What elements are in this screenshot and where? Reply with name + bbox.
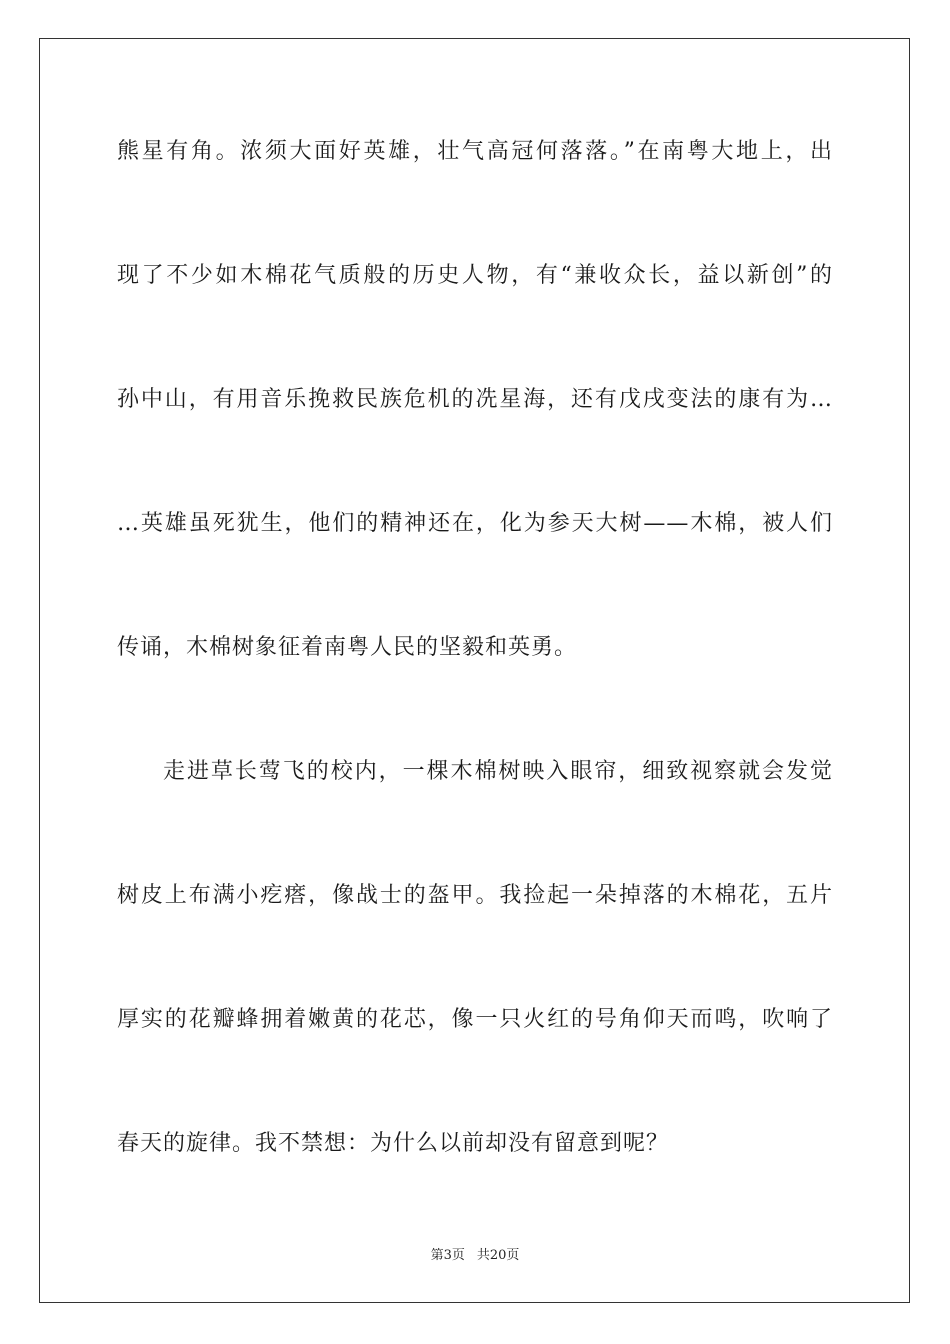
text-line-4: …英雄虽死犹生，他们的精神还在，化为参天大树——木棉，被人们 (117, 511, 833, 536)
page-total: 共20页 (476, 1248, 520, 1263)
text-line-7: 树皮上布满小疙瘩，像战士的盔甲。我捡起一朵掉落的木棉花，五片 (117, 883, 833, 908)
page-border (39, 38, 910, 1303)
page-number: 第3页 (430, 1248, 465, 1263)
text-line-6: 走进草长莺飞的校内，一棵木棉树映入眼帘，细致视察就会发觉 (163, 759, 833, 784)
page-footer (0, 1247, 950, 1265)
text-line-8: 厚实的花瓣蜂拥着嫩黄的花芯，像一只火红的号角仰天而鸣，吹响了 (117, 1007, 833, 1032)
text-line-5: 传诵，木棉树象征着南粤人民的坚毅和英勇。 (117, 635, 578, 660)
text-line-2: 现了不少如木棉花气质般的历史人物，有“兼收众长，益以新创”的 (117, 263, 833, 288)
text-line-3: 孙中山，有用音乐挽救民族危机的冼星海，还有戊戌变法的康有为… (117, 387, 833, 412)
text-line-9: 春天的旋律。我不禁想：为什么以前却没有留意到呢？ (117, 1131, 670, 1156)
text-line-1: 熊星有角。浓须大面好英雄，壮气高冠何落落。”在南粤大地上，出 (117, 139, 833, 164)
